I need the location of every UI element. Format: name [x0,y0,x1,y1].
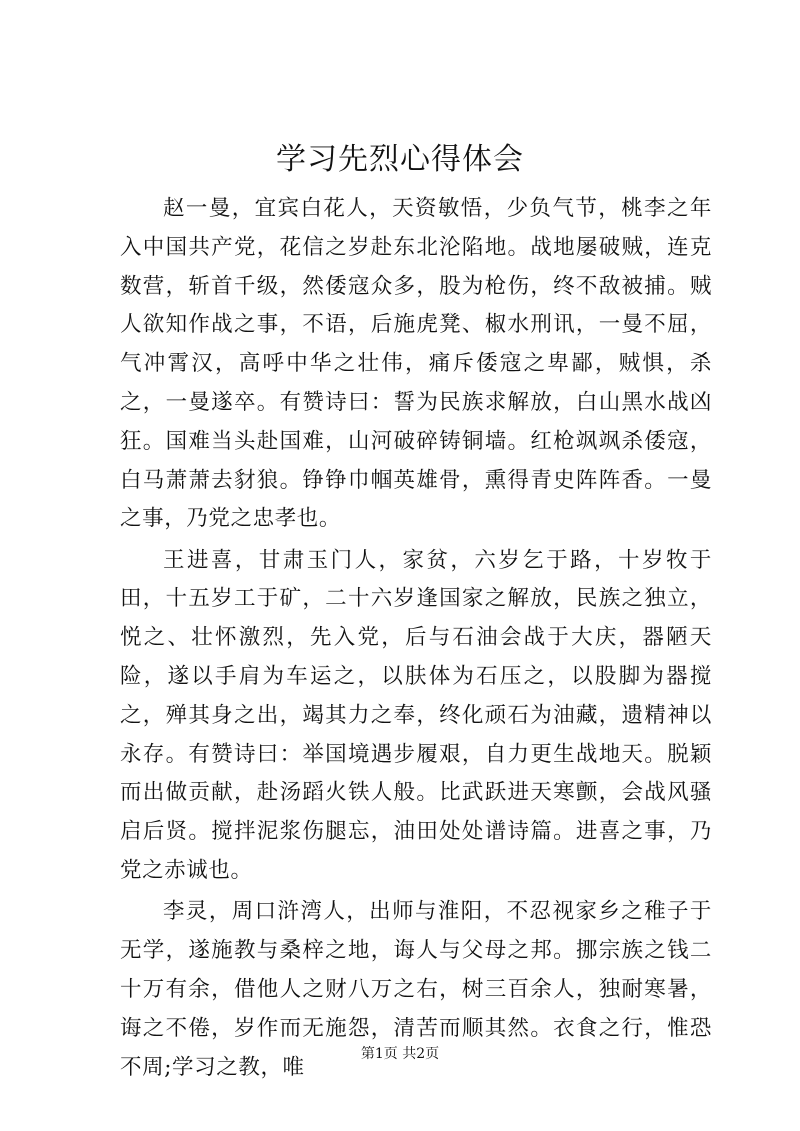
paragraph-li-ling: 李灵，周口浒湾人，出师与淮阳，不忍视家乡之稚子于无学，遂施教与桑梓之地，诲人与父母之邦。挪宗族之钱二十万有余，借他人之财八万之右，树三百余人，独耐寒暑，诲之不倦，岁作而无施怨，清苦而顺其然。衣食之行，惟恐不周;学习之教，唯 [120,899,712,1080]
paragraph-wang-jinxi: 王进喜，甘肃玉门人，家贫，六岁乞于路，十岁牧于田，十五岁工于矿，二十六岁逢国家之解放，民族之独立，悦之、壮怀激烈，先入党，后与石油会战于大庆，器陋天险，遂以手肩为车运之，以肤体为石压之，以股脚为器搅之，殚其身之出，竭其力之奉，终化顽石为油藏，遗精神以永存。有赞诗曰：举国境遇步履艰，自力更生战地天。脱颖而出做贡献，赴汤蹈火铁人般。比武跃进天寒颤，会战风骚启后贤。搅拌泥浆伤腿忘，油田处处谱诗篇。进喜之事，乃党之赤诚也。 [120,547,712,884]
document-body [120,190,712,1090]
document-title: 学习先烈心得体会 [276,142,524,177]
page-number-footer: 第1页 共2页 [360,1046,440,1062]
paragraph-zhao-yiman: 赵一曼，宜宾白花人，天资敏悟，少负气节，桃李之年入中国共产党，花信之岁赴东北沦陷地。战地屡破贼，连克数营，斩首千级，然倭寇众多，股为枪伤，终不敌被捕。贼人欲知作战之事，不语，后施虎凳、椒水刑讯，一曼不屈，气冲霄汉，高呼中华之壮伟，痛斥倭寇之卑鄙，贼惧，杀之，一曼遂卒。有赞诗曰：誓为民族求解放，白山黑水战凶狂。国难当头赴国难，山河破碎铸铜墙。红枪飒飒杀倭寇，白马萧萧去豺狼。铮铮巾帼英雄骨，熏得青史阵阵香。一曼之事，乃党之忠孝也。 [120,196,712,532]
